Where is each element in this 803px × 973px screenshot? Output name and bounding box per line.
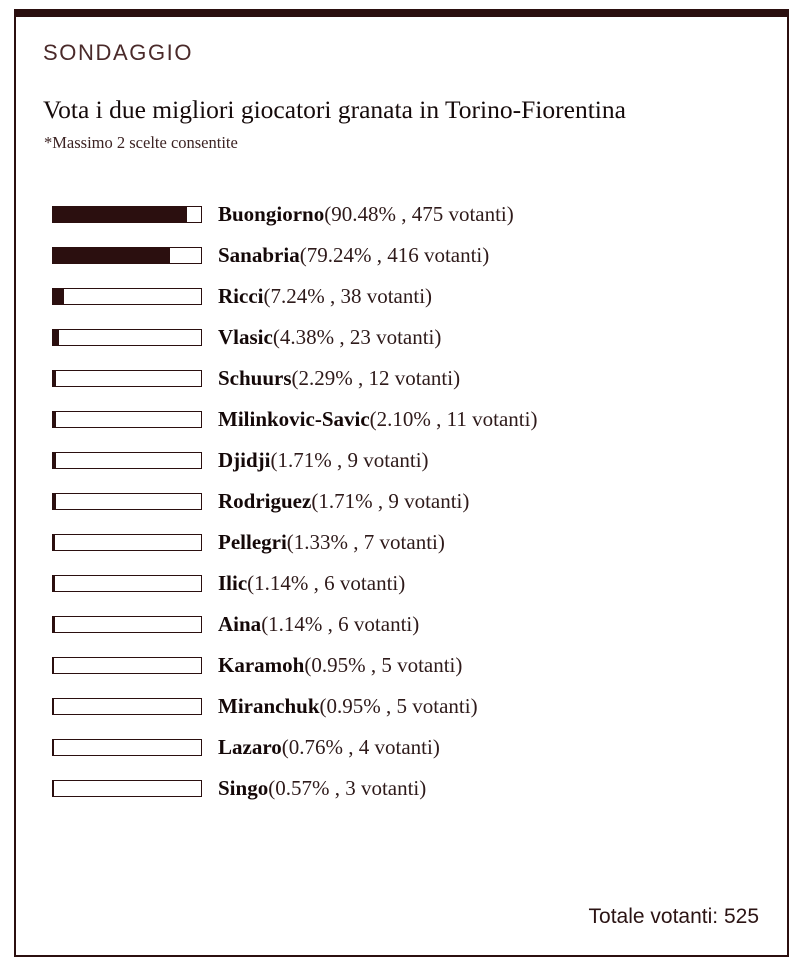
poll-option-row[interactable] [42, 276, 761, 317]
option-stats: (90.48% , 475 votanti) [324, 202, 514, 227]
option-name: Karamoh [218, 653, 305, 678]
option-name: Rodriguez [218, 489, 312, 514]
result-bar-track [52, 329, 202, 346]
option-stats: (4.38% , 23 votanti) [272, 325, 442, 350]
option-stats: (0.95% , 5 votanti) [304, 653, 463, 678]
result-label [218, 202, 514, 227]
result-label [218, 325, 441, 350]
poll-option-row[interactable] [42, 399, 761, 440]
option-stats: (7.24% , 38 votanti) [263, 284, 433, 309]
result-bar-track [52, 411, 202, 428]
option-stats: (0.57% , 3 votanti) [268, 776, 427, 801]
poll-option-row[interactable] [42, 235, 761, 276]
option-stats: (1.33% , 7 votanti) [286, 530, 445, 555]
poll-option-row[interactable] [42, 317, 761, 358]
poll-results-list [42, 194, 761, 809]
result-bar-track [52, 288, 202, 305]
option-name: Vlasic [218, 325, 273, 350]
result-bar-fill [53, 207, 187, 222]
poll-card-inner [16, 17, 787, 955]
result-bar-fill [53, 740, 54, 755]
poll-note: *Massimo 2 scelte consentite [44, 132, 238, 152]
option-name: Aina [218, 612, 262, 637]
result-label [218, 612, 419, 637]
result-bar-fill [53, 576, 55, 591]
option-name: Singo [218, 776, 269, 801]
result-bar-fill [53, 617, 55, 632]
result-bar-fill [53, 289, 64, 304]
result-label [218, 735, 440, 760]
result-bar-track [52, 780, 202, 797]
result-bar-track [52, 206, 202, 223]
poll-option-row[interactable] [42, 440, 761, 481]
poll-option-row[interactable] [42, 686, 761, 727]
result-bar-fill [53, 371, 56, 386]
option-stats: (0.95% , 5 votanti) [319, 694, 478, 719]
poll-option-row[interactable] [42, 358, 761, 399]
option-name: Buongiorno [218, 202, 325, 227]
result-label [218, 407, 537, 432]
result-bar-track [52, 739, 202, 756]
result-bar-fill [53, 658, 54, 673]
poll-option-row[interactable] [42, 481, 761, 522]
poll-option-row[interactable] [42, 563, 761, 604]
result-label [218, 489, 469, 514]
option-stats: (79.24% , 416 votanti) [299, 243, 490, 268]
option-name: Sanabria [218, 243, 300, 268]
result-bar-fill [53, 330, 59, 345]
option-name: Pellegri [218, 530, 287, 555]
option-stats: (2.29% , 12 votanti) [291, 366, 461, 391]
result-bar-track [52, 616, 202, 633]
option-name: Djidji [218, 448, 271, 473]
result-bar-track [52, 452, 202, 469]
result-label [218, 776, 426, 801]
result-bar-fill [53, 535, 55, 550]
option-name: Lazaro [218, 735, 282, 760]
option-stats: (0.76% , 4 votanti) [281, 735, 440, 760]
option-stats: (1.71% , 9 votanti) [270, 448, 429, 473]
option-name: Ilic [218, 571, 248, 596]
result-label [218, 284, 432, 309]
result-label [218, 653, 462, 678]
result-bar-fill [53, 248, 170, 263]
result-bar-track [52, 575, 202, 592]
result-bar-track [52, 493, 202, 510]
result-label [218, 530, 445, 555]
poll-option-row[interactable] [42, 727, 761, 768]
result-bar-fill [53, 412, 56, 427]
option-stats: (1.14% , 6 votanti) [247, 571, 406, 596]
result-bar-fill [53, 453, 56, 468]
result-bar-track [52, 370, 202, 387]
result-bar-fill [53, 781, 54, 796]
option-name: Ricci [218, 284, 264, 309]
result-label [218, 694, 478, 719]
result-label [218, 571, 405, 596]
option-name: Miranchuk [218, 694, 320, 719]
option-stats: (1.71% , 9 votanti) [311, 489, 470, 514]
poll-option-row[interactable] [42, 194, 761, 235]
poll-question: Vota i due migliori giocatori granata in Torino-Fiorentina [43, 95, 626, 125]
result-label [218, 366, 460, 391]
poll-option-row[interactable] [42, 604, 761, 645]
total-voters-label: Totale votanti: 525 [588, 905, 759, 928]
option-name: Milinkovic-Savic [218, 407, 370, 432]
result-bar-track [52, 247, 202, 264]
result-label [218, 243, 489, 268]
poll-option-row[interactable] [42, 768, 761, 809]
result-bar-fill [53, 699, 54, 714]
option-stats: (2.10% , 11 votanti) [369, 407, 538, 432]
poll-option-row[interactable] [42, 522, 761, 563]
result-bar-track [52, 698, 202, 715]
result-label [218, 448, 429, 473]
result-bar-track [52, 657, 202, 674]
result-bar-fill [53, 494, 56, 509]
result-bar-track [52, 534, 202, 551]
poll-kicker: SONDAGGIO [43, 40, 194, 65]
option-name: Schuurs [218, 366, 292, 391]
poll-option-row[interactable] [42, 645, 761, 686]
option-stats: (1.14% , 6 votanti) [261, 612, 420, 637]
poll-card [14, 9, 789, 957]
